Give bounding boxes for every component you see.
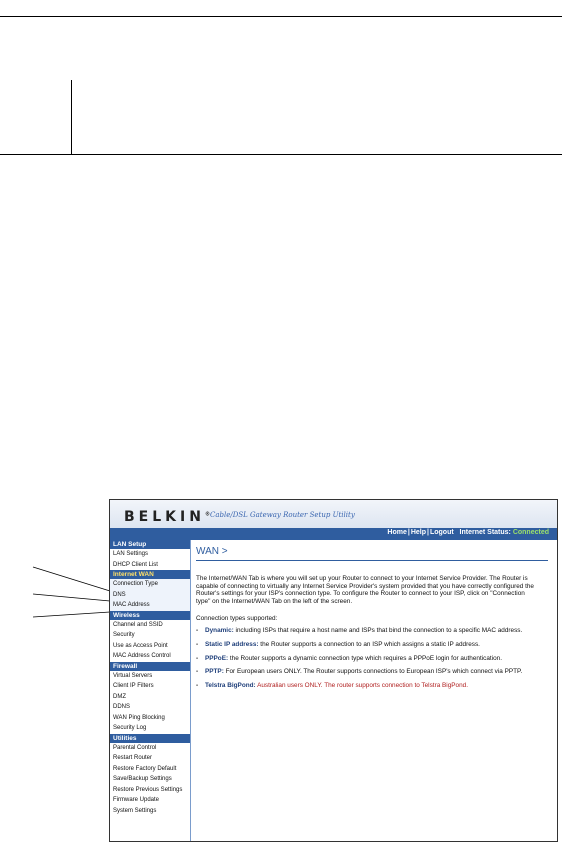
sidebar-item-dhcp-client-list[interactable]: DHCP Client List	[113, 561, 158, 568]
top-rule	[0, 16, 562, 17]
callout-lines	[0, 560, 120, 630]
sidebar-item-access-point[interactable]: Use as Access Point	[113, 642, 168, 649]
connection-types-list	[196, 627, 552, 689]
list-item: - Static IP address: the Router supports a connection to an ISP which assigns a static IP address.	[196, 640, 480, 648]
home-link[interactable]: Home	[387, 529, 407, 536]
sidebar-item-ddns[interactable]: DDNS	[113, 704, 131, 710]
sidebar-item-mac-address[interactable]: MAC Address	[110, 600, 190, 611]
list-item: - Dynamic: including ISPs that require a host name and ISPs that bind the connection to a specific MAC address.	[196, 627, 523, 635]
sidebar-item-restart-router[interactable]: Restart Router	[113, 755, 153, 761]
sidebar-section-lan-setup: LAN Setup	[110, 540, 190, 549]
belkin-logo: BELKIN®	[124, 509, 210, 525]
title-rule	[196, 560, 548, 561]
margin-divider	[71, 80, 72, 154]
sidebar-section-firewall: Firewall	[110, 662, 190, 671]
sidebar-section-internet-wan: Internet WAN	[110, 570, 190, 579]
header-banner	[110, 500, 557, 528]
sidebar-item-parental-control[interactable]: Parental Control	[113, 744, 157, 751]
internet-status-label: Internet Status:	[459, 529, 511, 536]
sidebar-item-firmware-update[interactable]: Firmware Update	[113, 797, 160, 803]
sidebar-item-mac-address-control[interactable]: MAC Address Control	[113, 653, 171, 659]
sidebar-item-security[interactable]: Security	[113, 632, 135, 638]
sidebar-section-utilities: Utilities	[110, 734, 190, 743]
help-link[interactable]: Help	[410, 529, 426, 536]
top-nav-bar: Home|Help|Logout Internet Status: Connected	[110, 528, 557, 540]
callout-line-mac-address	[33, 612, 110, 617]
sidebar-item-wan-ping-blocking[interactable]: WAN Ping Blocking	[113, 714, 165, 721]
internet-status-value: Connected	[512, 529, 549, 536]
callout-line-dns	[33, 594, 110, 601]
product-tagline: Cable/DSL Gateway Router Setup Utility	[210, 511, 355, 519]
list-item: - Telstra BigPond: Australian users ONLY. The router supports connection to Telstra BigPond.	[196, 681, 468, 689]
sidebar	[110, 540, 191, 841]
list-item: - PPPoE: the Router supports a dynamic connection type which requires a PPPoE login for authentication.	[196, 654, 502, 662]
sidebar-item-save-backup-settings[interactable]: Save/Backup Settings	[113, 776, 172, 782]
connection-types-heading: Connection types supported:	[196, 615, 278, 623]
sidebar-section-wireless: Wireless	[110, 611, 190, 620]
logout-link[interactable]: Logout	[429, 529, 454, 536]
sidebar-item-lan-settings[interactable]: LAN Settings	[113, 551, 149, 557]
sidebar-item-connection-type[interactable]: Connection Type	[110, 579, 190, 590]
callout-line-connection-type	[33, 567, 110, 591]
page-title: WAN >	[196, 546, 228, 557]
intro-paragraph: The Internet/WAN Tab is where you will set up your Router to connect to your Internet Service Provider. The Router is capable of connecting to virtually any Internet Service Provider's system provided that you have correctly configured the Router's settings for your ISP's connection type. To configure the Router to connect to your ISP, click on "Connection type" on the Internet/WAN Tab on the left of the screen.	[196, 575, 534, 605]
router-ui-screenshot	[109, 499, 558, 842]
sidebar-item-security-log[interactable]: Security Log	[113, 725, 147, 731]
sidebar-item-dmz[interactable]: DMZ	[113, 693, 126, 700]
sidebar-item-channel-ssid[interactable]: Channel and SSID	[113, 621, 163, 628]
sidebar-item-restore-factory-default[interactable]: Restore Factory Default	[113, 765, 177, 772]
header-rule	[0, 154, 562, 155]
sidebar-item-client-ip-filters[interactable]: Client IP Filters	[113, 683, 154, 689]
sidebar-item-virtual-servers[interactable]: Virtual Servers	[113, 672, 153, 679]
sidebar-item-restore-previous-settings[interactable]: Restore Previous Settings	[113, 786, 183, 793]
sidebar-item-system-settings[interactable]: System Settings	[113, 807, 157, 814]
main-content	[196, 542, 552, 695]
sidebar-item-dns[interactable]: DNS	[110, 590, 190, 601]
list-item: - PPTP: For European users ONLY. The Router supports connections to European ISP's which connect via PPTP.	[196, 668, 523, 676]
